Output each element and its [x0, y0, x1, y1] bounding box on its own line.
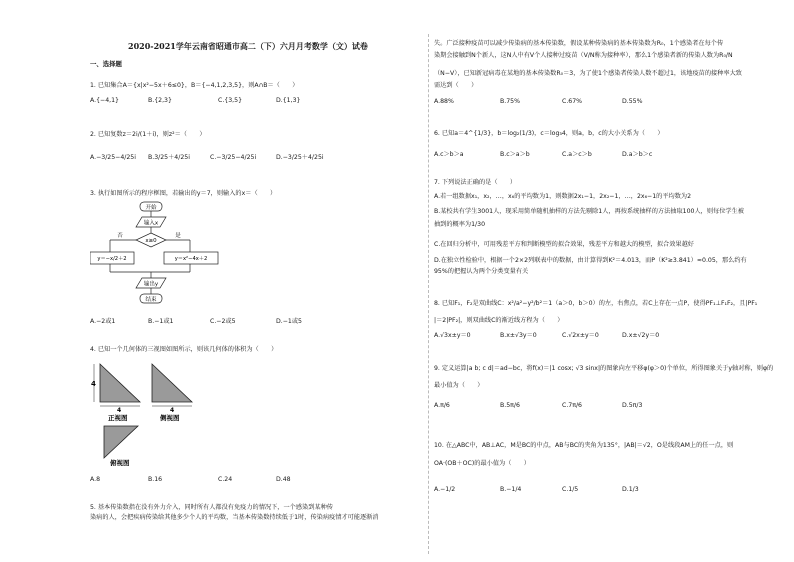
q1-option-a: A.{−4,1} [90, 97, 119, 104]
q6-option-c: C.a＞c＞b [562, 151, 592, 158]
side-width-label: 4 [170, 407, 175, 414]
question-6-stem: 6. 已知a＝4^{1/3}，b＝log₂(1/3)，c＝log₃4，则a，b，c的大小关系为（ ） [434, 130, 664, 137]
q2-option-b: B.3/25＋4/25i [148, 154, 190, 161]
q8-option-b: B.x±√3y＝0 [500, 332, 537, 339]
q7-option-b-cont: 抽到的概率为1/30 [434, 221, 486, 228]
q5-option-c: C.67% [562, 98, 583, 105]
flow-output-label: 输出y [143, 281, 159, 288]
question-5-line-5: （N−V），已知新冠病毒在某地的基本传染数R₀＝3，为了使1个感染者传染人数不超过1，该地疫苗的接种率大致 [434, 70, 742, 77]
question-5-line-3: 失。广泛接种疫苗可以减少传染病的基本传染数，假设某种传染病的基本传染数为R₀，1个感染者在每个传 [434, 40, 724, 47]
flowchart-figure [90, 200, 230, 312]
side-view-label: 侧视图 [160, 414, 180, 422]
q5-option-d: D.55% [622, 98, 643, 105]
q3-option-c: C.−2或5 [210, 318, 236, 325]
q1-option-c: C.{3,5} [218, 97, 243, 104]
question-8-line-2: |＝2|PF₂|，则双曲线C的渐近线方程为（ ） [434, 317, 564, 324]
column-divider [428, 34, 429, 554]
q9-option-c: C.7π/6 [562, 402, 582, 409]
q3-option-b: B.−1或1 [148, 318, 174, 325]
q7-option-a: A.若一组数据x₁，x₂，…，x₆的平均数为1，则数据2x₁−1，2x₂−1，…，2x₆−1的平均数为2 [434, 193, 692, 200]
question-4-stem: 4. 已知一个几何体的三视图如图所示，则该几何体的体积为（ ） [90, 346, 278, 353]
flow-no-label: 否 [117, 233, 123, 239]
flow-start-label: 开始 [145, 205, 157, 211]
q6-option-a: A.c＞b＞a [434, 151, 464, 158]
q4-option-a: A.8 [90, 476, 101, 483]
q5-option-a: A.88% [434, 98, 454, 105]
q3-option-d: D.−1或5 [276, 318, 302, 325]
top-view-shape [104, 426, 138, 458]
q4-option-c: C.24 [218, 476, 233, 483]
q7-option-c: C.在回归分析中，可用残差平方和判断模型的拟合效果，残差平方和越大的模型，拟合效果越好 [434, 241, 694, 248]
q1-option-d: D.{1,3} [276, 97, 301, 104]
q9-option-b: B.5π/6 [500, 402, 520, 409]
question-9-line-2: 最小值为（ ） [434, 382, 484, 389]
height-label: 4 [91, 380, 96, 388]
question-1-stem: 1. 已知集合A＝{x|x²−5x＋6≤0}，B＝{−4,1,2,3,5}，则A∩B＝（ ） [90, 82, 299, 89]
question-5-line-1: 5. 基本传染数指在没有外力介入，同时所有人都没有免疫力的情况下，一个感染到某种传 [90, 504, 333, 511]
q10-option-c: C.1/5 [562, 486, 579, 493]
q4-option-d: D.48 [276, 476, 291, 483]
top-view-label: 俯视图 [110, 459, 130, 466]
question-8-line-1: 8. 已知F₁，F₂是双曲线C：x²/a²−y²/b²＝1（a＞0，b＞0）的左，右焦点，若C上存在一点P，使得PF₁⊥F₁F₂，且|PF₁ [434, 300, 758, 307]
q7-option-b: B.某校共有学生3001人，现采用简单随机抽样的方法先剔除1人，再按系统抽样的方法抽取100人，则每位学生被 [434, 208, 744, 215]
flow-cond-label: x≥0 [145, 238, 157, 244]
three-view-figure [90, 358, 210, 466]
front-view-label: 正视图 [108, 414, 128, 422]
q8-option-d: D.x±√2y＝0 [622, 332, 660, 339]
flow-left-formula: y＝−x/2＋2 [97, 256, 127, 262]
q8-option-c: C.√2x±y＝0 [562, 332, 599, 339]
q5-option-b: B.75% [500, 98, 520, 105]
q6-option-b: B.c＞a＞b [500, 151, 530, 158]
q7-option-d: D.在独立性检验中，根据一个2×2列联表中的数据，由计算得到K²＝4.013，而P（K²≥3.841）≈0.05，那么约有 [434, 257, 747, 264]
q6-option-d: D.a＞b＞c [622, 151, 653, 158]
q10-option-d: D.1/3 [622, 486, 639, 493]
side-view-shape [152, 364, 192, 402]
flow-end-label: 结束 [145, 297, 157, 303]
flow-input-label: 输入x [143, 220, 159, 227]
q2-option-a: A.−3/25−4/25i [90, 154, 136, 161]
q8-option-a: A.√3x±y＝0 [434, 332, 471, 339]
question-3-stem: 3. 执行如图所示的程序框图，若输出的y＝7，则输入的x＝（ ） [90, 190, 277, 197]
question-9-line-1: 9. 定义运算|a b; c d|＝ad−bc，将f(x)＝|1 cosx; √3 sinx|的图象向左平移φ(φ＞0)个单位，所得图象关于y轴对称，则φ的 [434, 365, 774, 372]
q2-option-d: D.−3/25＋4/25i [276, 154, 324, 161]
q9-option-a: A.π/6 [434, 402, 450, 409]
q9-option-d: D.5π/3 [622, 402, 643, 409]
flow-yes-label: 是 [175, 233, 181, 239]
question-10-line-2: OA·(OB＋OC)的最小值为（ ） [434, 460, 530, 467]
q10-option-b: B.−1/4 [500, 486, 522, 493]
question-5-line-2: 染病的人，会把疾病传染给其他多少个人的平均数，当基本传染数持续低于1时，传染病疫情才可能逐渐消 [90, 514, 379, 521]
question-10-line-1: 10. 在△ABC中，AB⊥AC，M是BC的中点，AB与BC的夹角为135°，|AB|＝√2，O是线段AM上的任一点，则 [434, 442, 734, 449]
q7-option-d-cont: 95%的把握认为两个分类变量有关 [434, 268, 529, 275]
q1-option-b: B.{2,3} [148, 97, 172, 104]
q2-option-c: C.−3/25−4/25i [210, 154, 257, 161]
front-width-label: 4 [117, 407, 122, 414]
q3-option-a: A.−2或1 [90, 318, 116, 325]
question-5-line-4: 染期会接触到N个新人，这N人中有V个人接种过疫苗（V/N称为接种率），那么1个感染者新的传染人数为R₀/N [434, 52, 733, 59]
q10-option-a: A.−1/2 [434, 486, 456, 493]
question-7-stem: 7. 下列说法正确的是（ ） [434, 179, 517, 186]
question-2-stem: 2. 已知复数z＝2i/(1＋i)，则z²＝（ ） [90, 131, 206, 138]
page-title: 2020-2021学年云南省昭通市高二（下）六月月考数学（文）试卷 [128, 41, 368, 51]
section-heading: 一、选择题 [90, 60, 122, 68]
front-view-shape [100, 364, 140, 402]
q4-option-b: B.16 [148, 476, 163, 483]
flow-right-formula: y＝x²−4x＋2 [174, 256, 208, 262]
question-5-line-6: 需达到（ ） [434, 82, 478, 89]
